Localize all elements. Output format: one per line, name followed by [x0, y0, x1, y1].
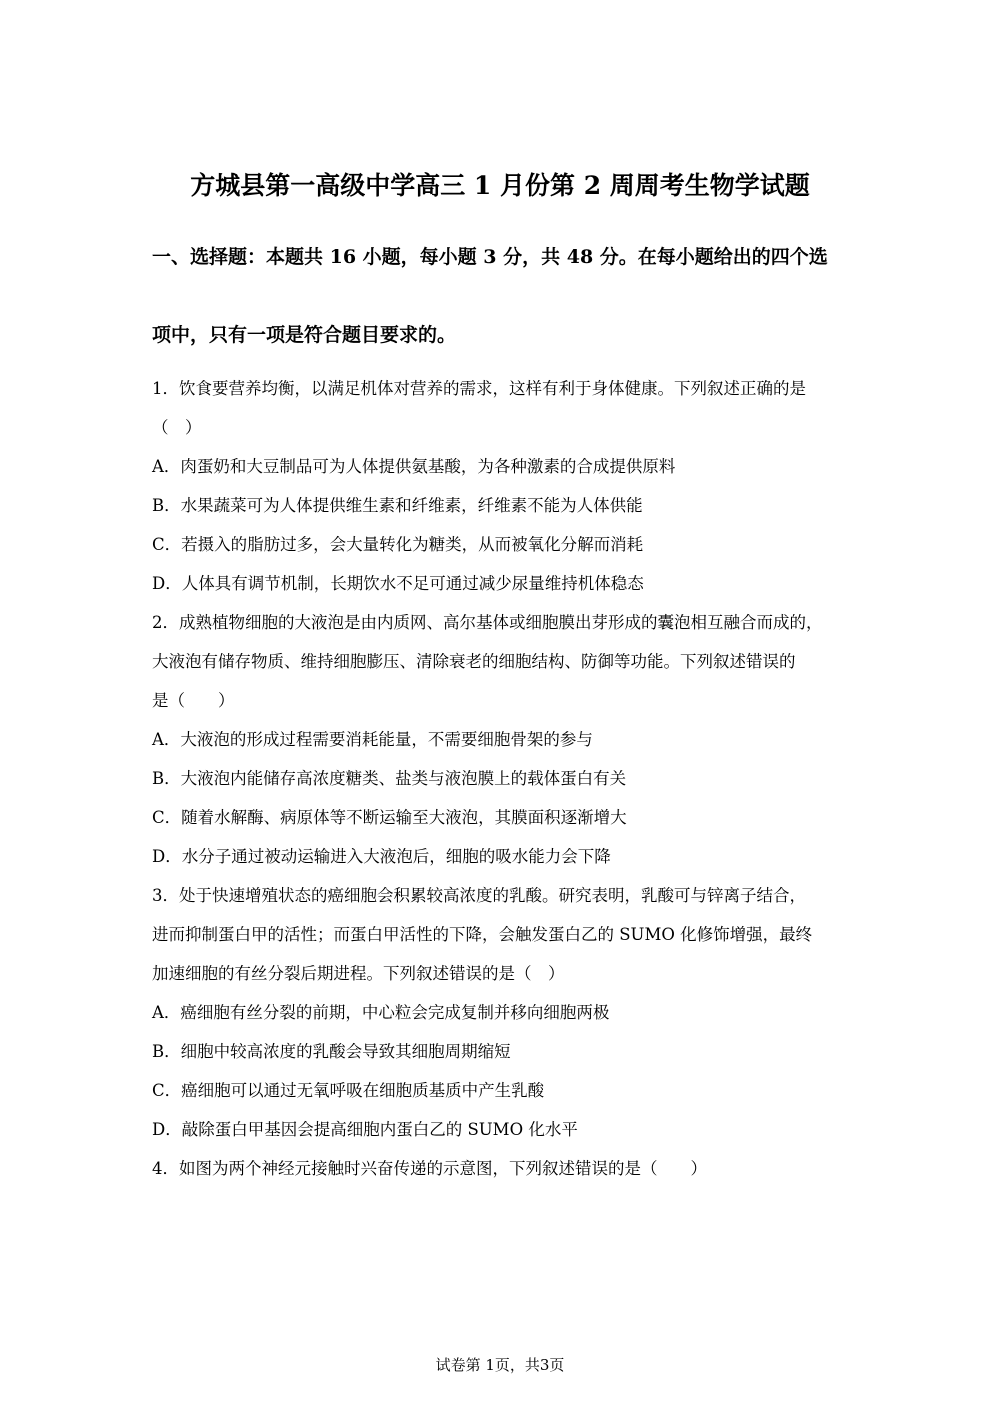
question-1-option-b: B．水果蔬菜可为人体提供维生素和纤维素，纤维素不能为人体供能 [152, 496, 643, 515]
question-2-stem-line-1: 2．成熟植物细胞的大液泡是由内质网、高尔基体或细胞膜出芽形成的囊泡相互融合而成的， [152, 613, 823, 632]
question-2-stem-line-2: 大液泡有储存物质、维持细胞膨压、清除衰老的细胞结构、防御等功能。下列叙述错误的 [152, 652, 796, 671]
page-footer: 试卷第 1页，共3页 [435, 1356, 565, 1374]
section-heading-line-2: 项中，只有一项是符合题目要求的。 [152, 324, 457, 346]
section-heading-line-1: 一、选择题：本题共 16 小题，每小题 3 分，共 48 分。在每小题给出的四个选 [152, 246, 828, 268]
question-3-stem-line-2: 进而抑制蛋白甲的活性；而蛋白甲活性的下降，会触发蛋白乙的 SUMO 化修饰增强，最终 [152, 925, 813, 944]
question-4-stem-line-1: 4．如图为两个神经元接触时兴奋传递的示意图，下列叙述错误的是（ ） [152, 1159, 707, 1178]
question-2-option-b: B．大液泡内能储存高浓度糖类、盐类与液泡膜上的载体蛋白有关 [152, 769, 627, 788]
question-3-option-c: C．癌细胞可以通过无氧呼吸在细胞质基质中产生乳酸 [152, 1081, 545, 1100]
question-2-option-a: A．大液泡的形成过程需要消耗能量，不需要细胞骨架的参与 [152, 730, 593, 749]
question-1-stem-line-2: （ ） [152, 418, 202, 437]
exam-title: 方城县第一高级中学高三 1 月份第 2 周周考生物学试题 [190, 171, 810, 200]
question-2-stem-line-3: 是（ ） [152, 691, 235, 710]
question-2-option-d: D．水分子通过被动运输进入大液泡后，细胞的吸水能力会下降 [152, 847, 611, 866]
question-1-stem-line-1: 1．饮食要营养均衡，以满足机体对营养的需求，这样有利于身体健康。下列叙述正确的是 [152, 379, 806, 398]
question-3-stem-line-3: 加速细胞的有丝分裂后期进程。下列叙述错误的是（ ） [152, 964, 565, 983]
question-1-option-c: C．若摄入的脂肪过多，会大量转化为糖类，从而被氧化分解而消耗 [152, 535, 644, 554]
question-3-option-b: B．细胞中较高浓度的乳酸会导致其细胞周期缩短 [152, 1042, 511, 1061]
question-3-stem-line-1: 3．处于快速增殖状态的癌细胞会积累较高浓度的乳酸。研究表明，乳酸可与锌离子结合， [152, 886, 806, 905]
question-1-option-a: A．肉蛋奶和大豆制品可为人体提供氨基酸，为各种激素的合成提供原料 [152, 457, 676, 476]
question-1-option-d: D．人体具有调节机制，长期饮水不足可通过减少尿量维持机体稳态 [152, 574, 644, 593]
question-3-option-a: A．癌细胞有丝分裂的前期，中心粒会完成复制并移向细胞两极 [152, 1003, 610, 1022]
question-3-option-d: D．敲除蛋白甲基因会提高细胞内蛋白乙的 SUMO 化水平 [152, 1120, 578, 1139]
question-2-option-c: C．随着水解酶、病原体等不断运输至大液泡，其膜面积逐渐增大 [152, 808, 627, 827]
